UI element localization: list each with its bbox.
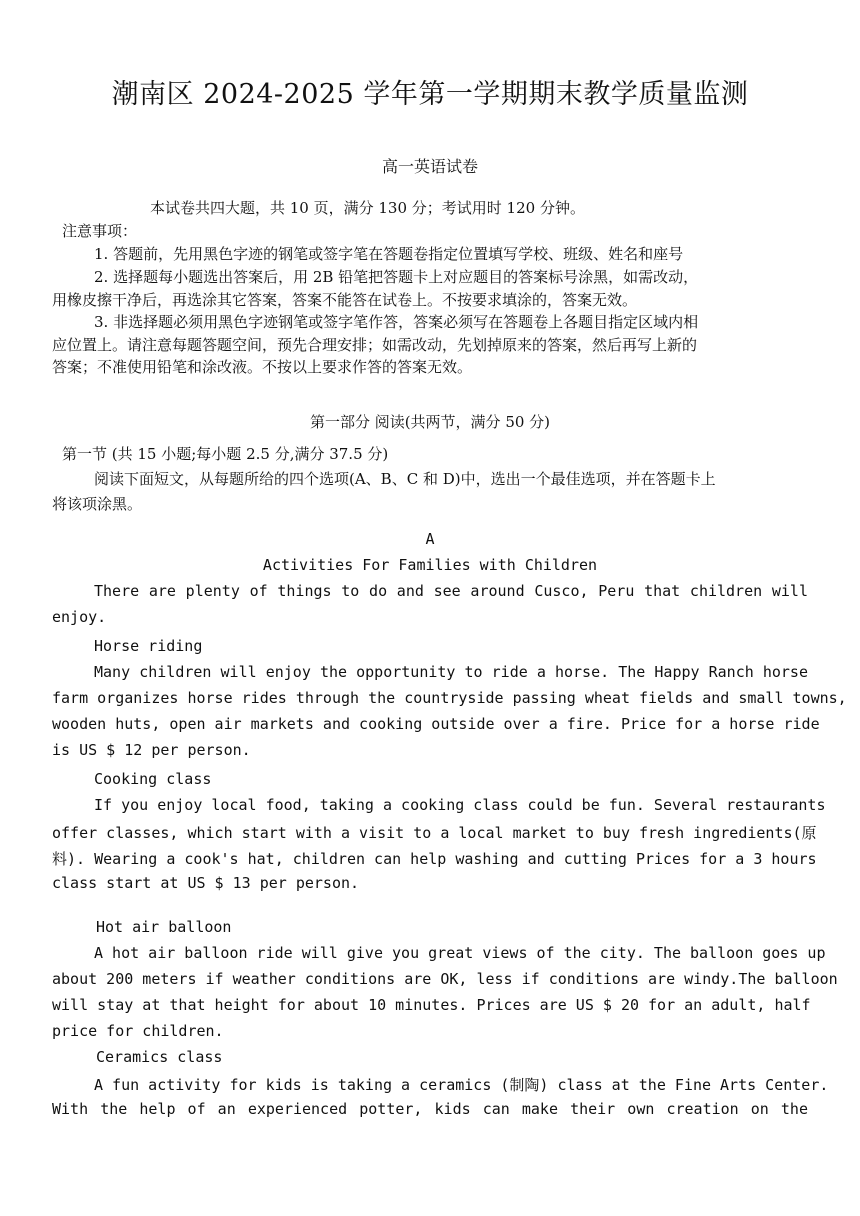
- ceramics-line-1: A fun activity for kids is taking a ceramics (制陶) class at the Fine Arts Center.: [94, 1076, 829, 1094]
- notice-label: 注意事项：: [62, 222, 138, 240]
- page-subtitle: 高一英语试卷: [381, 157, 478, 176]
- balloon-line-2: about 200 meters if weather conditions are OK, less if conditions are windy.The balloon: [52, 970, 838, 988]
- exam-summary: 本试卷共四大题，共 10 页，满分 130 分；考试用时 120 分钟。: [150, 199, 585, 217]
- heading-cooking-class: Cooking class: [94, 770, 212, 788]
- intro-line-1: There are plenty of things to do and see around Cusco, Peru that children will: [94, 582, 808, 600]
- horse-line-1: Many children will enjoy the opportunity to ride a horse. The Happy Ranch horse: [94, 663, 808, 681]
- heading-ceramics-class: Ceramics class: [96, 1048, 223, 1066]
- cooking-line-3: 料). Wearing a cook's hat, children can help washing and cutting Prices for a 3 hours: [52, 850, 817, 868]
- intro-line-2: enjoy.: [52, 608, 107, 626]
- balloon-line-3: will stay at that height for about 10 minutes. Prices are US $ 20 for an adult, half: [52, 996, 811, 1014]
- heading-horse-riding: Horse riding: [94, 637, 203, 655]
- instruction-item-3-line-3: 答案；不准使用铅笔和涂改液。不按以上要求作答的答案无效。: [52, 358, 473, 376]
- instruction-item-3-line-1: 3. 非选择题必须用黑色字迹钢笔或签字笔作答，答案必须写在答题卷上各题目指定区域内相: [94, 313, 699, 331]
- balloon-line-1: A hot air balloon ride will give you great views of the city. The balloon goes up: [94, 944, 826, 962]
- horse-line-4: is US $ 12 per person.: [52, 741, 251, 759]
- passage-letter: A: [425, 530, 435, 548]
- direction-line-2: 将该项涂黑。: [52, 495, 143, 513]
- part1-heading: 第一部分 阅读(共两节，满分 50 分): [309, 413, 551, 431]
- passage-title: Activities For Families with Children: [262, 556, 598, 574]
- direction-line-1: 阅读下面短文，从每题所给的四个选项(A、B、C 和 D)中，选出一个最佳选项，并在答题卡上: [94, 470, 716, 488]
- horse-line-2: farm organizes horse rides through the countryside passing wheat fields and small towns,: [52, 689, 847, 707]
- heading-hot-air-balloon: Hot air balloon: [96, 918, 232, 936]
- cooking-line-4: class start at US $ 13 per person.: [52, 874, 360, 892]
- cooking-line-2: offer classes, which start with a visit to a local market to buy fresh ingredients(原: [52, 824, 817, 842]
- instruction-item-2-line-2: 用橡皮擦干净后，再选涂其它答案，答案不能答在试卷上。不按要求填涂的，答案无效。: [52, 291, 638, 309]
- page-title: 潮南区 2024-2025 学年第一学期期末教学质量监测: [111, 79, 749, 110]
- cooking-line-1: If you enjoy local food, taking a cooking class could be fun. Several restaurants: [94, 796, 826, 814]
- ceramics-line-2: With the help of an experienced potter, kids can make their own creation on the: [52, 1100, 808, 1118]
- balloon-line-4: price for children.: [52, 1022, 224, 1040]
- section1-heading: 第一节 (共 15 小题;每小题 2.5 分,满分 37.5 分): [62, 445, 389, 463]
- instruction-item-1: 1. 答题前，先用黑色字迹的钢笔或签字笔在答题卷指定位置填写学校、班级、姓名和座号: [94, 245, 684, 263]
- instruction-item-3-line-2: 应位置上。请注意每题答题空间，预先合理安排；如需改动，先划掉原来的答案，然后再写上新的: [52, 336, 698, 354]
- instruction-item-2-line-1: 2. 选择题每小题选出答案后，用 2B 铅笔把答题卡上对应题目的答案标号涂黑，如需改动，: [94, 268, 699, 286]
- horse-line-3: wooden huts, open air markets and cooking outside over a fire. Price for a horse ride: [52, 715, 820, 733]
